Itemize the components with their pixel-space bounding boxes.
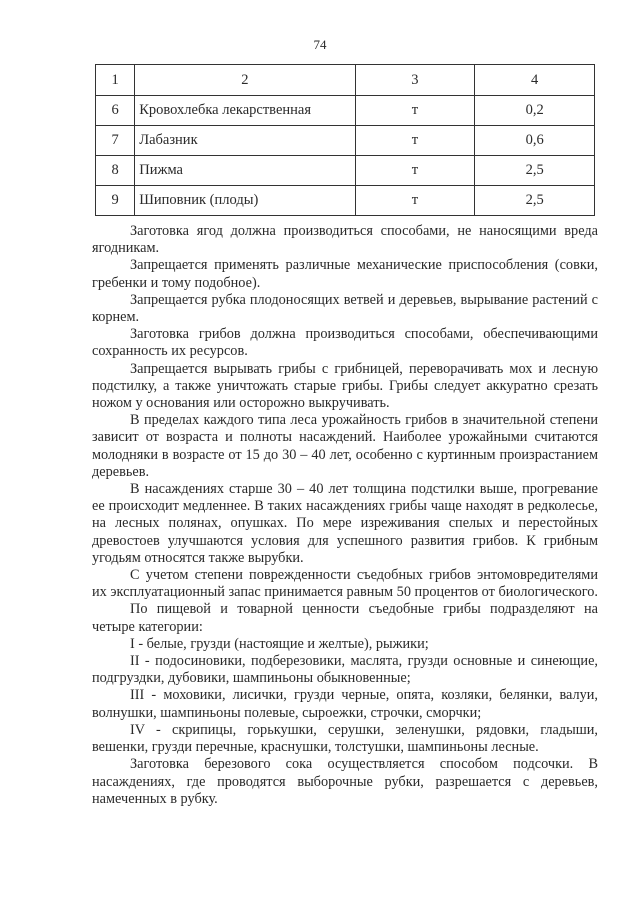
row-number-cell: 6 bbox=[96, 96, 135, 126]
value-cell: 0,2 bbox=[475, 96, 595, 126]
table-header-row bbox=[96, 65, 595, 96]
category-item: I - белые, грузди (настоящие и желтые), рыжики; bbox=[130, 635, 429, 652]
paragraph: Заготовка ягод должна производиться способами, не наносящими вреда ягодникам. bbox=[92, 223, 598, 257]
paragraph: По пищевой и товарной ценности съедобные грибы подразделяют на четыре категории: bbox=[92, 601, 598, 635]
data-table bbox=[95, 64, 595, 216]
plant-name-cell: Кровохлебка лекарственная bbox=[135, 96, 355, 126]
table-row bbox=[96, 126, 595, 156]
unit-cell: т bbox=[355, 96, 475, 126]
category-item: IV - скрипицы, горькушки, серушки, зеленушки, рядовки, гладыши, вешенки, грузди перечные, краснушки, толстушки, шампиньоны лесные. bbox=[92, 721, 598, 756]
row-number-cell: 8 bbox=[96, 156, 135, 186]
table-row bbox=[96, 96, 595, 126]
value-cell: 0,6 bbox=[475, 126, 595, 156]
paragraph: Заготовка грибов должна производиться способами, обеспечивающими сохранность их ресурсов. bbox=[92, 326, 598, 360]
paragraph: С учетом степени поврежденности съедобных грибов энтомовредителями их эксплуатационный запас принимается равным 50 процентов от биологического. bbox=[92, 567, 598, 601]
unit-cell: т bbox=[355, 186, 475, 216]
header-cell: 2 bbox=[135, 65, 355, 96]
row-number-cell: 7 bbox=[96, 126, 135, 156]
unit-cell: т bbox=[355, 156, 475, 186]
value-cell: 2,5 bbox=[475, 156, 595, 186]
category-item: II - подосиновики, подберезовики, маслята, грузди основные и синеющие, подгруздки, дубовики, шампиньоны обыкновенные; bbox=[92, 653, 598, 687]
body-text bbox=[92, 223, 598, 808]
plant-name-cell: Лабазник bbox=[135, 126, 355, 156]
paragraph: Запрещается вырывать грибы с грибницей, переворачивать мох и лесную подстилку, а также уничтожать старые грибы. Грибы следует аккуратно срезать ножом у основания или осторожно выкручивать. bbox=[92, 360, 598, 412]
paragraph: Запрещается применять различные механические приспособления (совки, гребенки и тому подобное). bbox=[92, 257, 598, 291]
page-number: 74 bbox=[313, 37, 327, 52]
paragraph: Заготовка березового сока осуществляется способом подсочки. В насаждениях, где проводятся выборочные рубки, разрешается с деревьев, намеченных в рубку. bbox=[92, 756, 598, 807]
table-row bbox=[96, 186, 595, 216]
unit-cell: т bbox=[355, 126, 475, 156]
plant-name-cell: Шиповник (плоды) bbox=[135, 186, 355, 216]
header-cell: 1 bbox=[96, 65, 135, 96]
plant-name-cell: Пижма bbox=[135, 156, 355, 186]
row-number-cell: 9 bbox=[96, 186, 135, 216]
header-cell: 3 bbox=[355, 65, 475, 96]
table-row bbox=[96, 156, 595, 186]
paragraph: В насаждениях старше 30 – 40 лет толщина подстилки выше, прогревание ее происходит медленнее. В таких насаждениях грибы чаще находят в редколесье, на лесных полянах, опушках. По мере изреживания спелых и перестойных древостоев улучшаются условия для успешного развития грибов. К грибным угодьям относятся также вырубки. bbox=[92, 481, 598, 566]
paragraph: В пределах каждого типа леса урожайность грибов в значительной степени зависит от возраста и полноты насаждений. Наиболее урожайными считаются молодняки в возрасте от 15 до 30 – 40 лет, особенно с куртинным произрастанием деревьев. bbox=[92, 412, 598, 480]
paragraph: Запрещается рубка плодоносящих ветвей и деревьев, вырывание растений с корнем. bbox=[92, 291, 598, 326]
value-cell: 2,5 bbox=[475, 186, 595, 216]
category-item: III - моховики, лисички, грузди черные, опята, козляки, белянки, валуи, волнушки, шампиньоны полевые, сыроежки, строчки, сморчки; bbox=[92, 687, 598, 721]
header-cell: 4 bbox=[475, 65, 595, 96]
